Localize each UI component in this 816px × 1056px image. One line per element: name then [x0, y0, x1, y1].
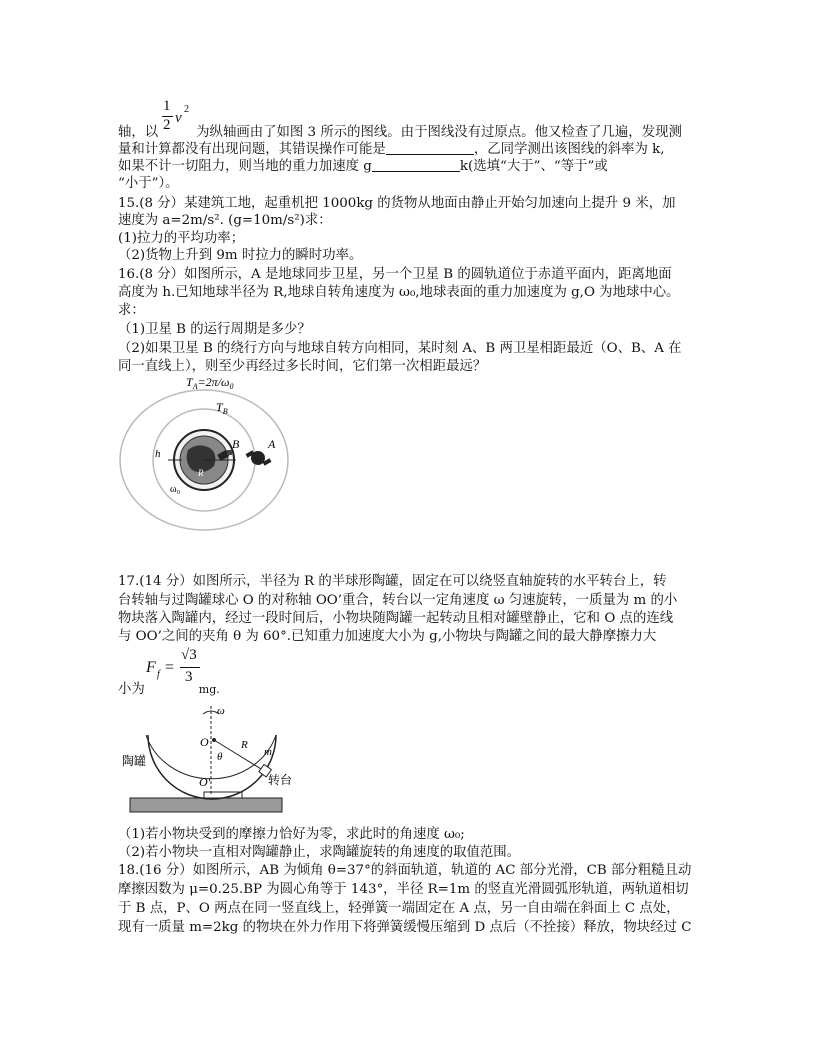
mass-label: m [264, 746, 272, 758]
q18-line-1: 18.(16 分）如图所示，AB 为倾角 θ=37°的斜面轨道，轨道的 AC 部分光滑，CB 部分粗糙且动 [118, 863, 692, 878]
omega-label: ω [217, 705, 225, 717]
q14-line-3: 如果不计一切阻力，则当地的重力加速度 g k(选填“大于”、“等于”或 [118, 159, 608, 174]
velocity-symbol: v [175, 110, 182, 126]
formula-bar [180, 667, 200, 668]
q17-line-1: 17.(14 分）如图所示，半径为 R 的半球形陶罐，固定在可以绕竖直轴旋转的水平转台上，转 [118, 574, 667, 589]
q17-line-3: 物块落入陶罐内，经过一段时间后，小物块随陶罐一起转动且相对罐壁静止，它和 O 点的连线 [118, 611, 674, 626]
center-point [212, 738, 216, 742]
height-label: h [155, 448, 161, 460]
q14-line-1: 轴，以 为纵轴画由了如图 3 所示的图线。由于图线没有过原点。他又检查了几遍，发现测 [118, 125, 682, 140]
jar-outer [148, 735, 276, 799]
q16-line-4: （1)卫星 B 的运行周期是多少？ [118, 322, 311, 337]
q17-subquestion-2: （2)若小物块一直相对陶罐静止，求陶罐旋转的角速度的取值范围。 [118, 845, 521, 860]
satellite-a-icon [246, 450, 272, 465]
label-a: A [268, 437, 276, 451]
q16-line-1: 16.(8 分）如图所示，A 是地球同步卫星，另一个卫星 B 的圆轨道位于赤道平面内，距离地面 [118, 267, 672, 282]
fraction-denominator: 2 [163, 117, 171, 133]
q16-line-2: 高度为 h.已知地球半径为 R,地球自转角速度为 ω₀,地球表面的重力加速度为 g,O 为地球中心。 [118, 285, 680, 300]
period-a-label: $T_A=2\pi/\omega_0$ [186, 375, 234, 391]
q17-line-4: 与 OO’之间的夹角 θ 为 60°.已知重力加速度大小为 g,小物块与陶罐之间的最大静摩擦力大 [118, 629, 657, 644]
answer-blank-1[interactable] [386, 142, 474, 155]
q17-subquestion-1: （1)若小物块受到的摩擦力恰好为零，求此时的角速度 ω₀; [118, 827, 465, 842]
answer-blank-2[interactable] [372, 159, 460, 172]
q16-line-6: 同一直线上），则至少再经过多长时间，它们第一次相距最远？ [118, 359, 487, 374]
force-subscript: f [157, 669, 160, 680]
q18-line-2: 摩擦因数为 μ=0.25.BP 为圆心角等于 143°，半径 R=1m 的竖直光滑圆弧形轨道，两轨道相切 [118, 882, 689, 897]
radius-label: R [241, 739, 248, 751]
fraction-numerator: 1 [163, 98, 171, 114]
radius-label: R [198, 468, 204, 478]
label-o: O [200, 735, 209, 749]
q14-line-2: 量和计算都没有出现问题，其错误操作可能是 ，乙同学测出该图线的斜率为 k, [118, 142, 665, 157]
q17-line-2: 台转轴与过陶罐球心 O 的对称轴 OO’重合，转台以一定角速度 ω 匀速旋转，一质量为 m 的小 [118, 593, 678, 608]
q15-line-2: 速度为 a=2m/s². (g=10m/s²)求： [118, 213, 332, 228]
q14-line-4: “小于”）。 [118, 176, 179, 191]
formula-denominator: 3 [185, 669, 193, 685]
jar-figure [118, 700, 293, 820]
formula-numerator: √3 [181, 647, 197, 663]
jar-label: 陶罐 [122, 754, 147, 768]
satellite-orbit-figure [118, 372, 298, 532]
q16-line-5: （2)如果卫星 B 的绕行方向与地球自转方向相同，某时刻 A、B 两卫星相距最近（O、B、A 在 [118, 341, 682, 356]
force-symbol: F [146, 659, 156, 676]
q16-line-3: 求： [118, 303, 145, 318]
period-b-label: $T_B$ [216, 400, 228, 416]
velocity-exponent: 2 [184, 104, 189, 115]
label-b: B [232, 437, 240, 451]
q18-line-4: 现有一质量 m=2kg 的物块在外力作用下将弹簧缓慢压缩到 D 点后（不拴接）释放，物块经过 C [118, 920, 692, 935]
equals-sign: = [165, 659, 175, 676]
label-o-prime: O' [199, 775, 211, 789]
q17-line-5: 小为 mg. [118, 682, 220, 697]
q15-line-1: 15.(8 分）某建筑工地，起重机把 1000kg 的货物从地面由静止开始匀加速向上提升 9 米，加 [118, 196, 676, 211]
omega-label: ω₀ [170, 484, 181, 495]
q15-line-3: (1)拉力的平均功率； [118, 231, 245, 246]
turntable-label: 转台 [268, 773, 293, 787]
q15-line-4: （2)货物上升到 9m 时拉力的瞬时功率。 [118, 248, 363, 263]
q18-line-3: 于 B 点，P、O 两点在同一竖直线上，轻弹簧一端固定在 A 点，另一自由端在斜面上 C 点处， [118, 901, 680, 916]
turntable [130, 798, 282, 812]
theta-label: θ [217, 751, 223, 763]
